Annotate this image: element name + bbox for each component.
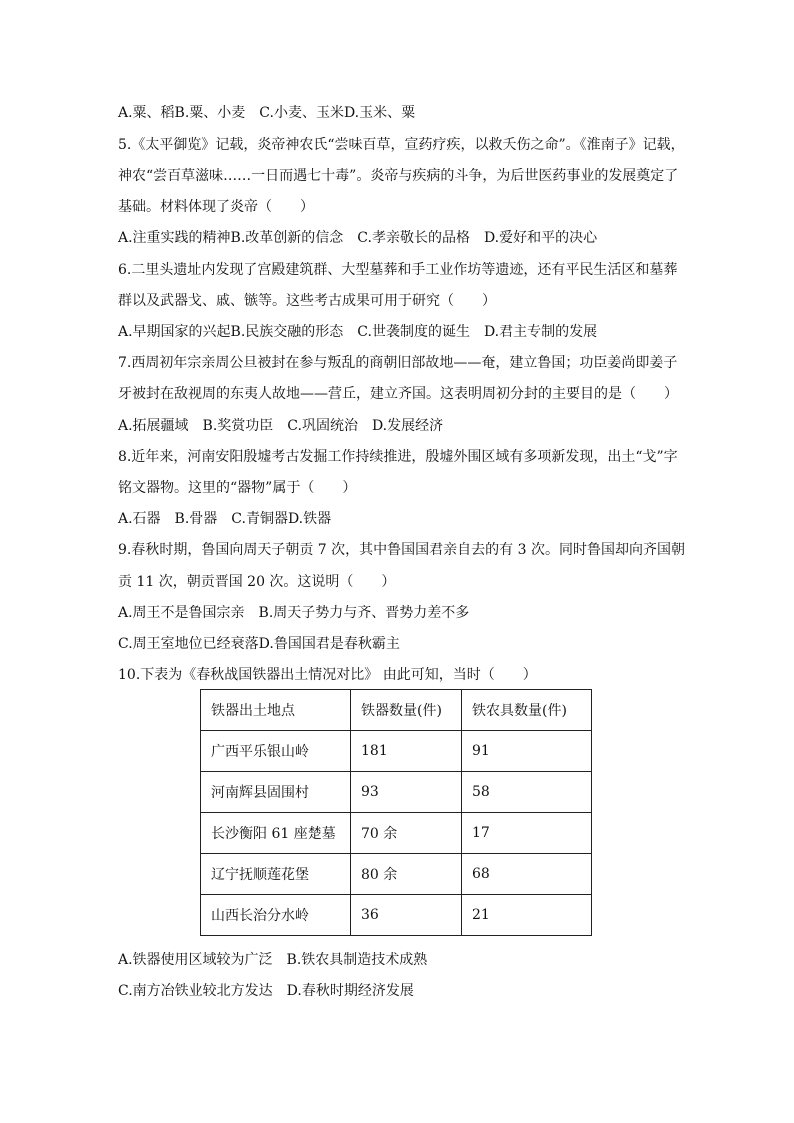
table-cell: 68 — [462, 854, 592, 895]
table-row — [201, 731, 592, 772]
q4-options: A.粟、稻B.粟、小麦 C.小麦、玉米D.玉米、粟 — [118, 105, 416, 121]
table-cell: 80 余 — [351, 854, 462, 895]
iron-finds-table — [200, 689, 592, 936]
q6-stem-line-1: 6.二里头遗址内发现了宫殿建筑群、大型墓葬和手工业作坊等遗迹，还有平民生活区和墓葬 — [118, 262, 678, 278]
table-cell: 93 — [351, 772, 462, 813]
q8-stem-line-1: 8.近年来，河南安阳殷墟考古发掘工作持续推进，殷墟外围区域有多项新发现，出土“戈”字 — [118, 449, 678, 465]
q8-options: A.石器 B.骨器 C.青铜器D.铁器 — [118, 511, 332, 527]
table-cell: 山西长治分水岭 — [201, 895, 351, 936]
table-row — [201, 895, 592, 936]
table-cell: 70 余 — [351, 813, 462, 854]
table-cell: 91 — [462, 731, 592, 772]
table-header-cell: 铁器数量(件) — [351, 690, 462, 731]
q5-stem-line-2: 神农“尝百草滋味……一日而遇七十毒”。炎帝与疾病的斗争，为后世医药事业的发展奠定了 — [118, 168, 679, 184]
table-header-cell: 铁器出土地点 — [201, 690, 351, 731]
table-cell: 广西平乐银山岭 — [201, 731, 351, 772]
q8-stem-line-2: 铭文器物。这里的“器物”属于（ ） — [118, 480, 357, 496]
table-cell: 长沙衡阳 61 座楚墓 — [201, 813, 351, 854]
q9-stem-line-2: 贡 11 次，朝贡晋国 20 次。这说明（ ） — [118, 574, 396, 590]
table-row — [201, 813, 592, 854]
q9-options-b: C.周王室地位已经衰落D.鲁国国君是春秋霸主 — [118, 636, 400, 652]
q6-stem-line-2: 群以及武器戈、戚、镞等。这些考古成果可用于研究（ ） — [118, 293, 496, 309]
table-header-cell: 铁农具数量(件) — [462, 690, 592, 731]
q9-options-a: A.周王不是鲁国宗亲 B.周天子势力与齐、晋势力差不多 — [118, 605, 470, 621]
q10-options-a: A.铁器使用区域较为广泛 B.铁农具制造技术成熟 — [118, 952, 428, 968]
q7-options: A.拓展疆域 B.奖赏功臣 C.巩固统治 D.发展经济 — [118, 418, 444, 434]
q6-options: A.早期国家的兴起B.民族交融的形态 C.世袭制度的诞生 D.君主专制的发展 — [118, 324, 598, 340]
q9-stem-line-1: 9.春秋时期，鲁国向周天子朝贡 7 次，其中鲁国国君亲自去的有 3 次。同时鲁国却向齐国朝 — [118, 542, 685, 558]
q5-stem-line-3: 基础。材料体现了炎帝（ ） — [118, 199, 314, 215]
q7-stem-line-1: 7.西周初年宗亲周公旦被封在参与叛乱的商朝旧部故地——奄，建立鲁国；功臣姜尚即姜子 — [118, 355, 678, 371]
table-cell: 17 — [462, 813, 592, 854]
table-cell: 181 — [351, 731, 462, 772]
table-row — [201, 854, 592, 895]
q10-stem: 10.下表为《春秋战国铁器出土情况对比》 由此可知，当时（ ） — [118, 667, 537, 683]
q7-stem-line-2: 牙被封在敌视周的东夷人故地——营丘，建立齐国。这表明周初分封的主要目的是（ ） — [118, 386, 678, 402]
table-cell: 21 — [462, 895, 592, 936]
q5-stem-line-1: 5.《太平御览》记载，炎帝神农氏“尝味百草，宣药疗疾，以救夭伤之命”。《淮南子》记载， — [118, 137, 685, 153]
q10-options-b: C.南方冶铁业较北方发达 D.春秋时期经济发展 — [118, 983, 414, 999]
table-row — [201, 772, 592, 813]
table-header-row — [201, 690, 592, 731]
table-cell: 辽宁抚顺莲花堡 — [201, 854, 351, 895]
table-cell: 36 — [351, 895, 462, 936]
q5-options: A.注重实践的精神B.改革创新的信念 C.孝亲敬长的品格 D.爱好和平的决心 — [118, 230, 598, 246]
table-cell: 58 — [462, 772, 592, 813]
table-cell: 河南辉县固围村 — [201, 772, 351, 813]
